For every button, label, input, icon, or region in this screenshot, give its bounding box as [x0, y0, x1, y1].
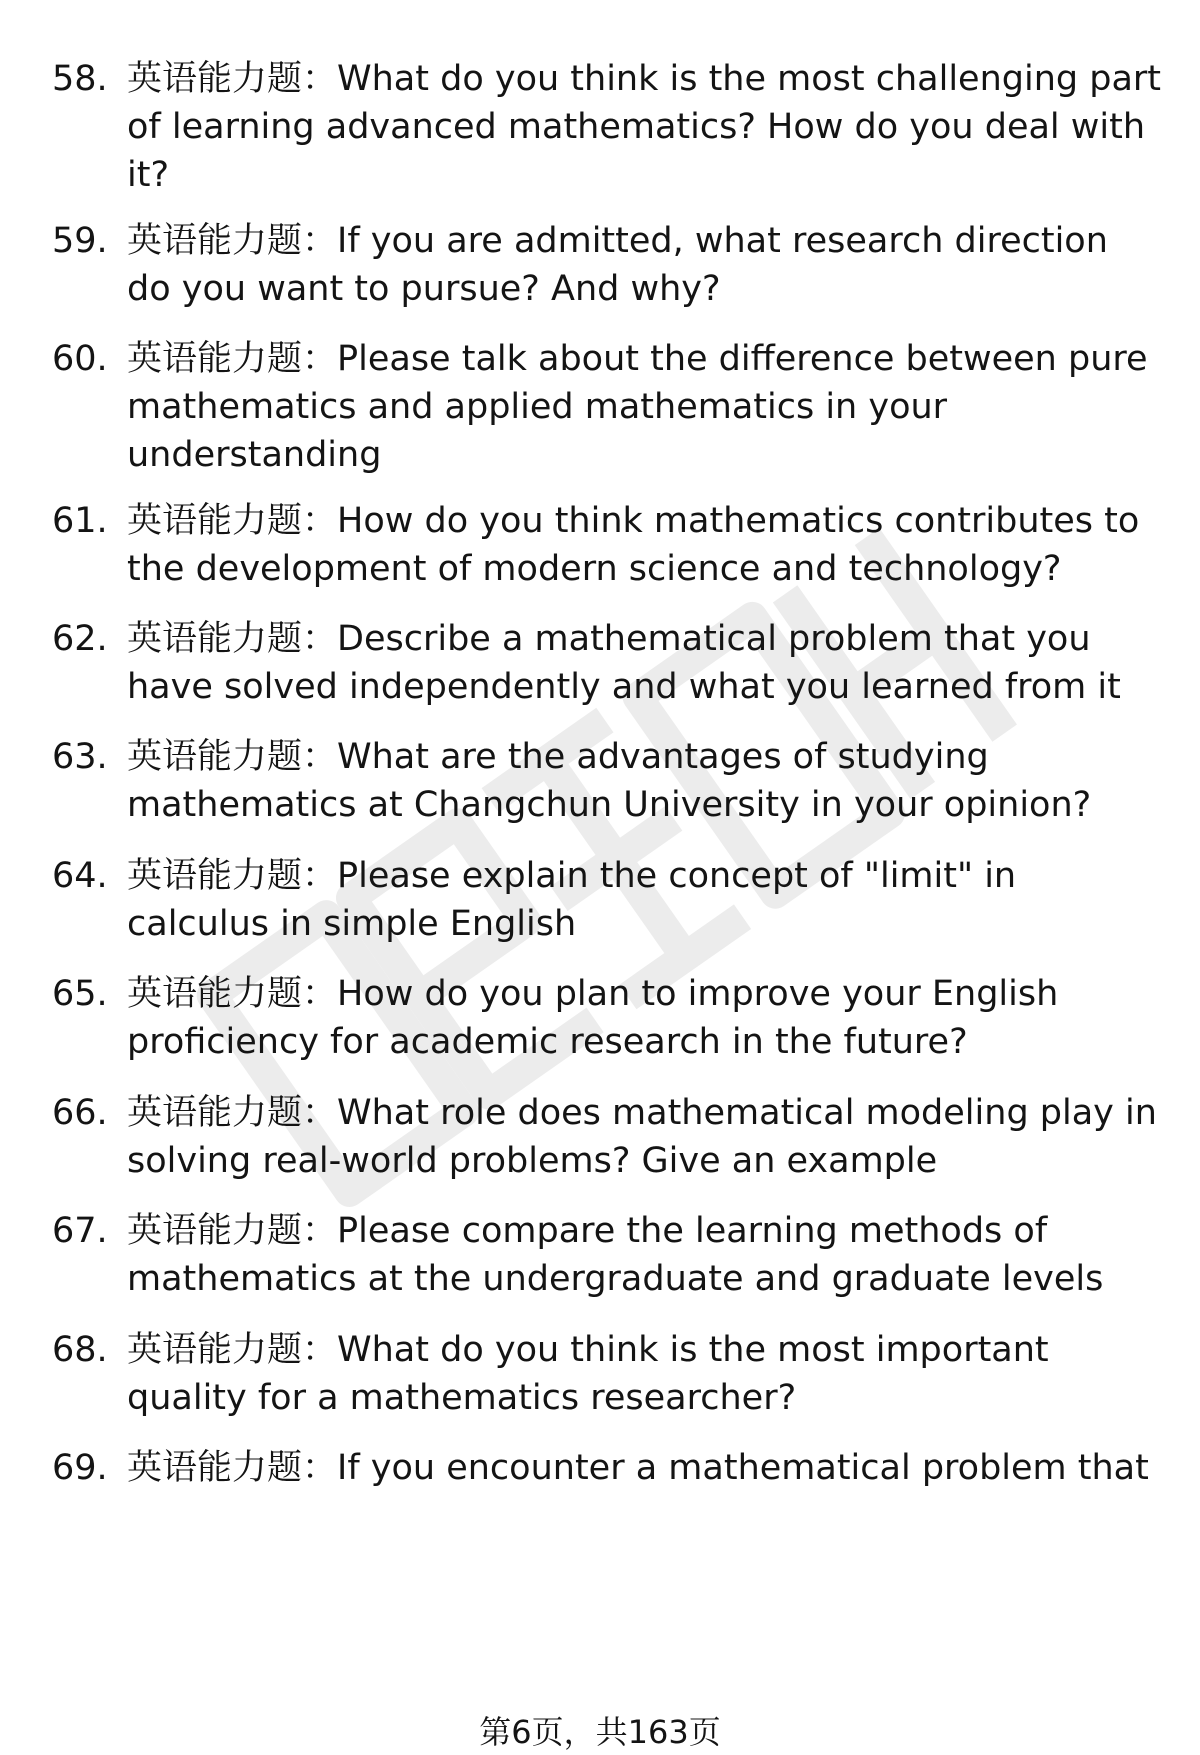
- question-item: [52, 733, 1162, 829]
- question-number: 59.: [52, 221, 108, 261]
- question-text: If you encounter a mathematical problem that: [337, 1448, 1149, 1488]
- question-body: [127, 497, 1162, 593]
- question-item: [52, 852, 1162, 948]
- question-type-label: 英语能力题：: [127, 339, 338, 379]
- question-type-label: 英语能力题：: [127, 974, 338, 1014]
- question-body: [127, 1089, 1162, 1185]
- question-number: 58.: [52, 59, 108, 99]
- question-item: [52, 970, 1162, 1066]
- question-text: Please explain the concept of "limit" in calculus in simple English: [127, 856, 1017, 944]
- question-item: [52, 1444, 1162, 1492]
- question-text: How do you plan to improve your English proficiency for academic research in the future?: [127, 974, 1059, 1062]
- question-item: [52, 217, 1162, 313]
- question-text: Describe a mathematical problem that you have solved independently and what you learned from it: [127, 619, 1121, 707]
- question-type-label: 英语能力题：: [127, 501, 338, 541]
- question-body: [127, 1207, 1162, 1303]
- question-item: [52, 615, 1162, 711]
- question-number: 68.: [52, 1330, 108, 1370]
- question-number: 67.: [52, 1211, 108, 1251]
- question-number: 63.: [52, 737, 108, 777]
- question-text: What do you think is the most important quality for a mathematics researcher?: [127, 1330, 1049, 1418]
- question-item: [52, 55, 1162, 199]
- question-number: 69.: [52, 1448, 108, 1488]
- question-number: 64.: [52, 856, 108, 896]
- question-body: [127, 1326, 1162, 1422]
- question-body: [127, 217, 1162, 313]
- question-item: [52, 1326, 1162, 1422]
- question-number: 62.: [52, 619, 108, 659]
- question-number: 60.: [52, 339, 108, 379]
- question-type-label: 英语能力题：: [127, 221, 338, 261]
- question-number: 66.: [52, 1093, 108, 1133]
- question-type-label: 英语能力题：: [127, 1330, 338, 1370]
- question-body: [127, 1444, 1162, 1492]
- question-type-label: 英语能力题：: [127, 1093, 338, 1133]
- question-item: [52, 1207, 1162, 1303]
- question-text: What are the advantages of studying mathematics at Changchun University in your opinion?: [127, 737, 1092, 825]
- question-item: [52, 335, 1162, 479]
- question-type-label: 英语能力题：: [127, 1211, 338, 1251]
- question-item: [52, 497, 1162, 593]
- question-body: [127, 55, 1162, 199]
- question-text: What do you think is the most challenging part of learning advanced mathematics? How do you deal with it?: [127, 59, 1162, 195]
- question-body: [127, 733, 1162, 829]
- question-text: How do you think mathematics contributes to the development of modern science and technology?: [127, 501, 1140, 589]
- question-type-label: 英语能力题：: [127, 59, 338, 99]
- question-body: [127, 615, 1162, 711]
- question-text: What role does mathematical modeling play in solving real-world problems? Give an example: [127, 1093, 1157, 1181]
- page-footer: 第6页，共163页: [479, 1713, 721, 1751]
- question-body: [127, 335, 1162, 479]
- question-text: If you are admitted, what research direction do you want to pursue? And why?: [127, 221, 1108, 309]
- question-type-label: 英语能力题：: [127, 1448, 338, 1488]
- question-body: [127, 852, 1162, 948]
- question-type-label: 英语能力题：: [127, 856, 338, 896]
- question-text: Please compare the learning methods of mathematics at the undergraduate and graduate levels: [127, 1211, 1104, 1299]
- question-type-label: 英语能力题：: [127, 619, 338, 659]
- question-type-label: 英语能力题：: [127, 737, 338, 777]
- question-text: Please talk about the difference between pure mathematics and applied mathematics in your understanding: [127, 339, 1148, 475]
- question-body: [127, 970, 1162, 1066]
- question-item: [52, 1089, 1162, 1185]
- question-number: 65.: [52, 974, 108, 1014]
- question-number: 61.: [52, 501, 108, 541]
